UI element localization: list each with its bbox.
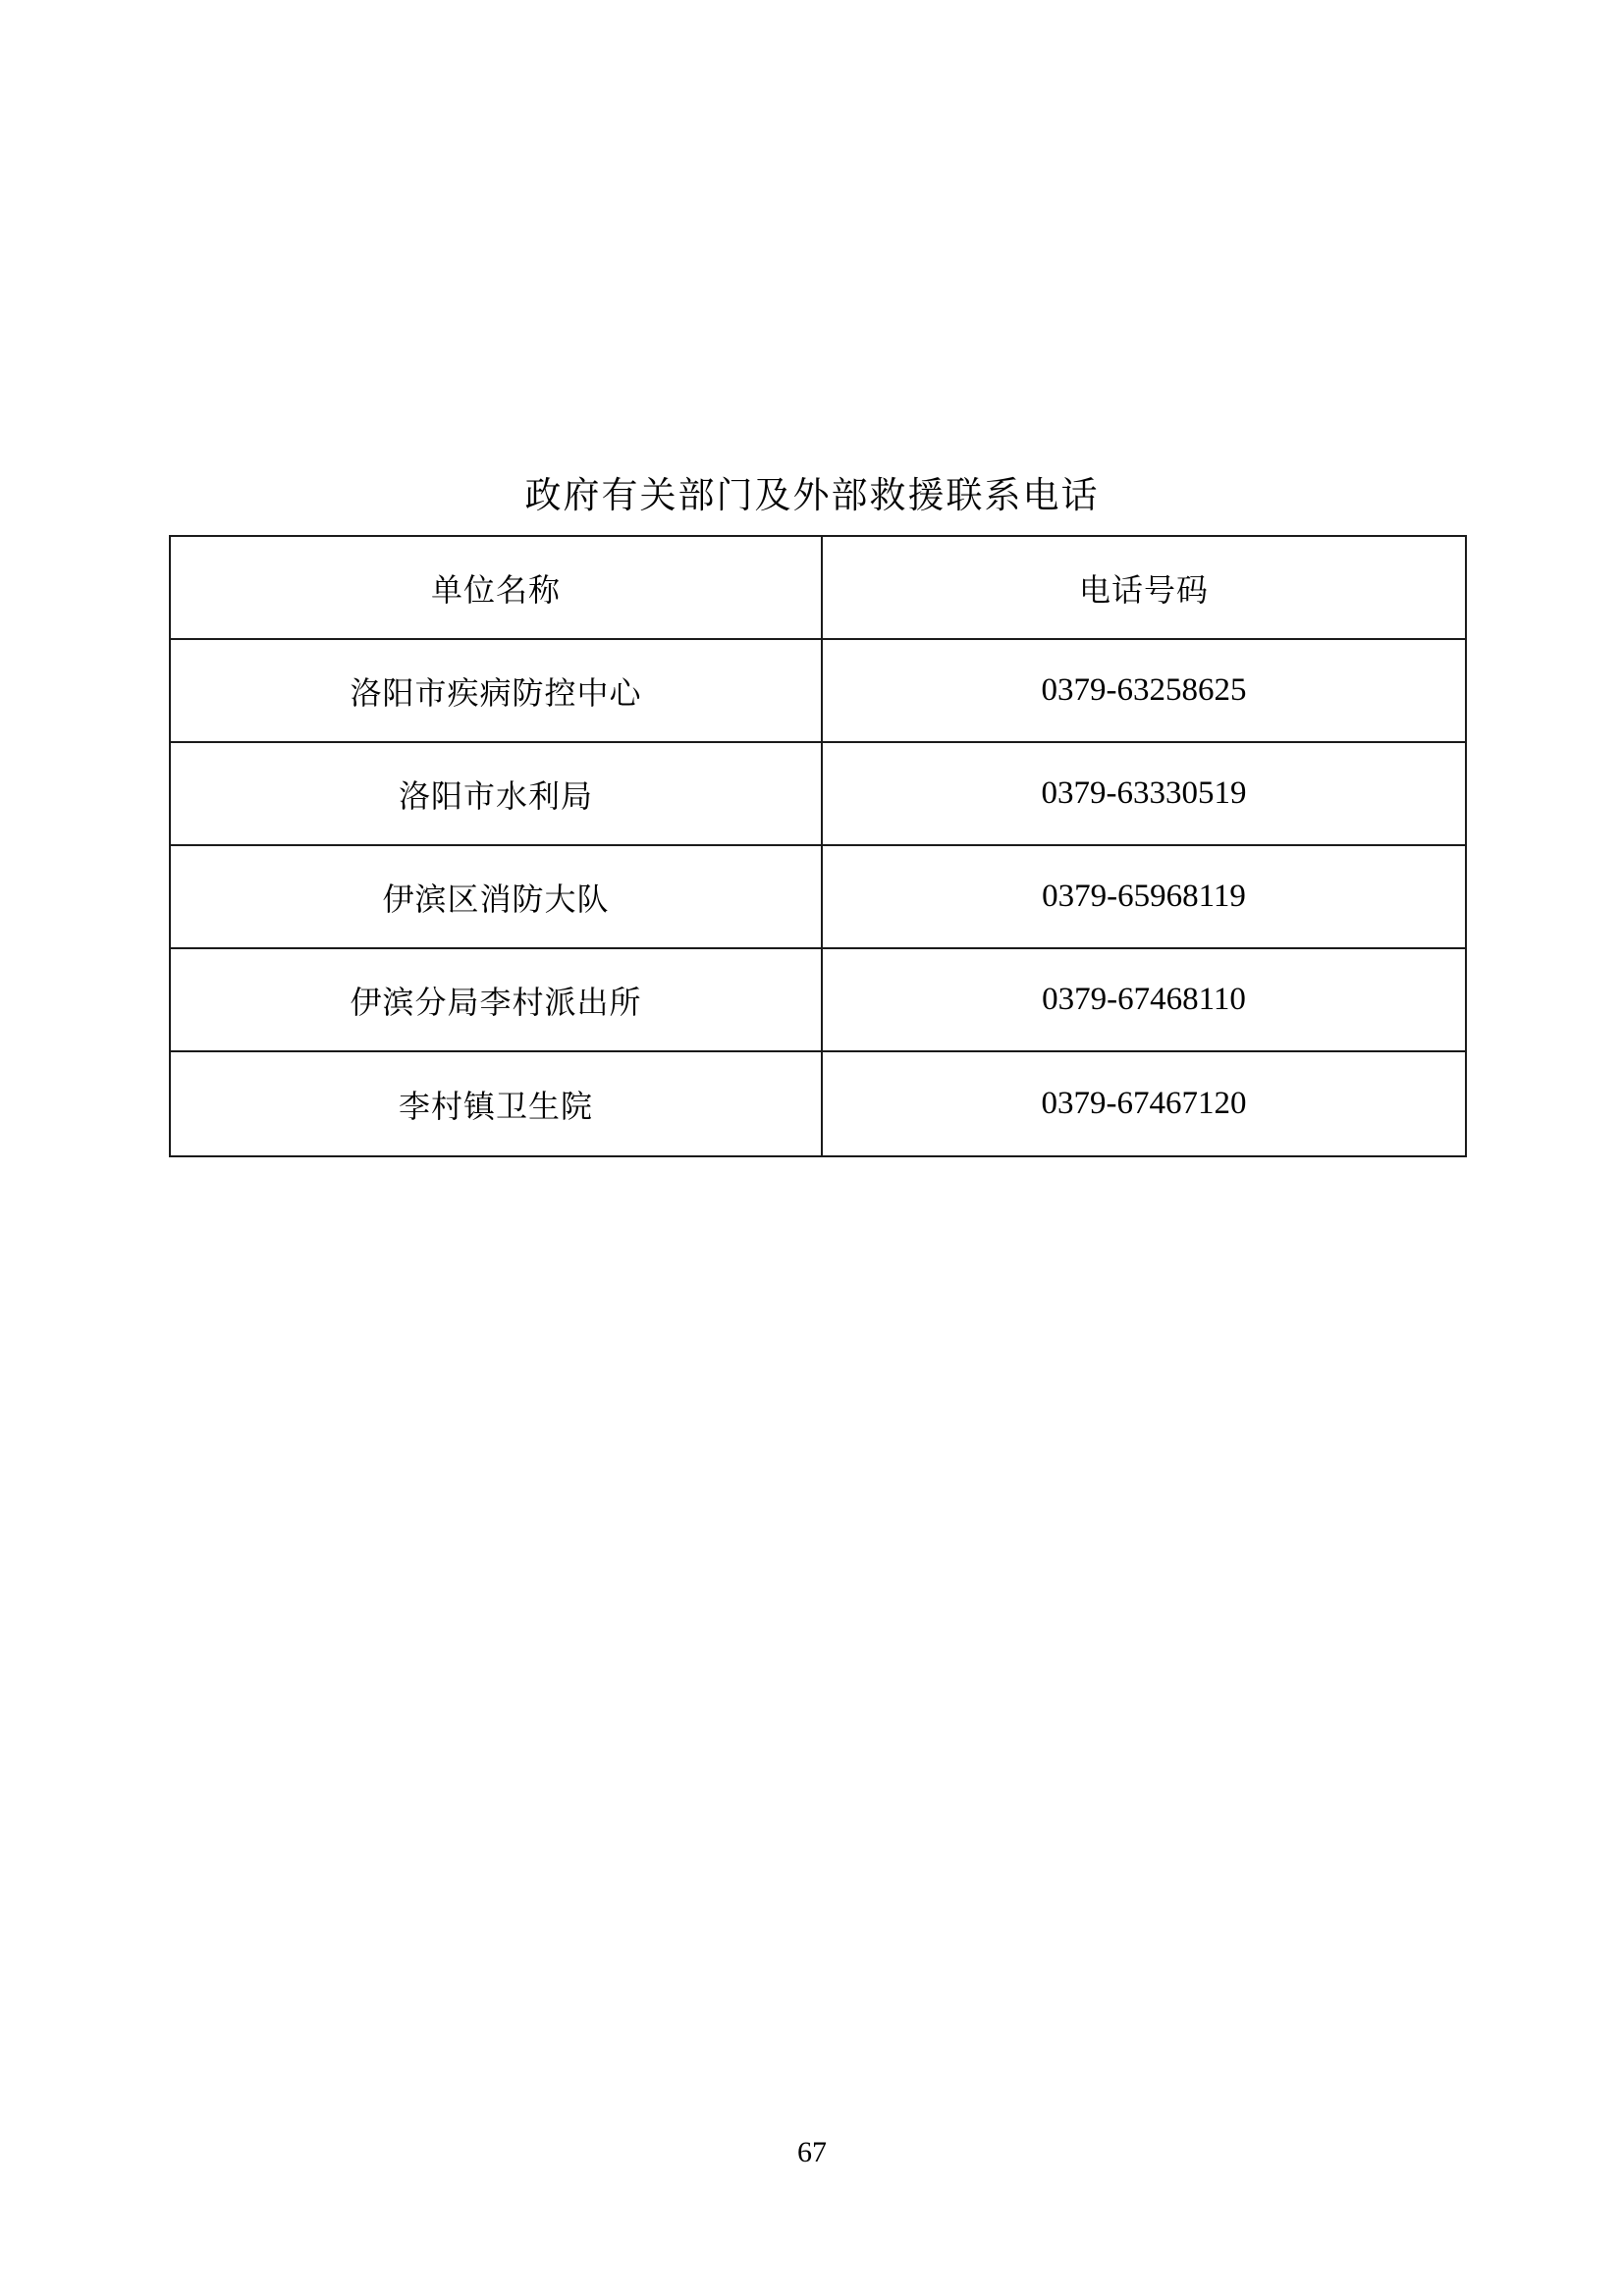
table-row: [170, 639, 1466, 742]
column-header-phone-number: 电话号码: [822, 536, 1466, 639]
phone-number-cell: 0379-63330519: [822, 742, 1466, 845]
column-header-unit-name: 单位名称: [170, 536, 822, 639]
table-row: [170, 1051, 1466, 1156]
unit-name-cell: 伊滨区消防大队: [170, 845, 822, 948]
phone-number-cell: 0379-67468110: [822, 948, 1466, 1051]
table-row: [170, 742, 1466, 845]
unit-name-cell: 洛阳市水利局: [170, 742, 822, 845]
table-row: [170, 948, 1466, 1051]
unit-name-cell: 伊滨分局李村派出所: [170, 948, 822, 1051]
page-title: 政府有关部门及外部救援联系电话: [524, 476, 1100, 516]
table-row: [170, 845, 1466, 948]
phone-number-cell: 0379-63258625: [822, 639, 1466, 742]
unit-name-cell: 洛阳市疾病防控中心: [170, 639, 822, 742]
unit-name-cell: 李村镇卫生院: [170, 1051, 822, 1156]
phone-number-cell: 0379-67467120: [822, 1051, 1466, 1156]
page-number: 67: [797, 2136, 827, 2168]
table-header-row: [170, 536, 1466, 639]
phone-number-cell: 0379-65968119: [822, 845, 1466, 948]
contact-table: [169, 535, 1467, 1157]
